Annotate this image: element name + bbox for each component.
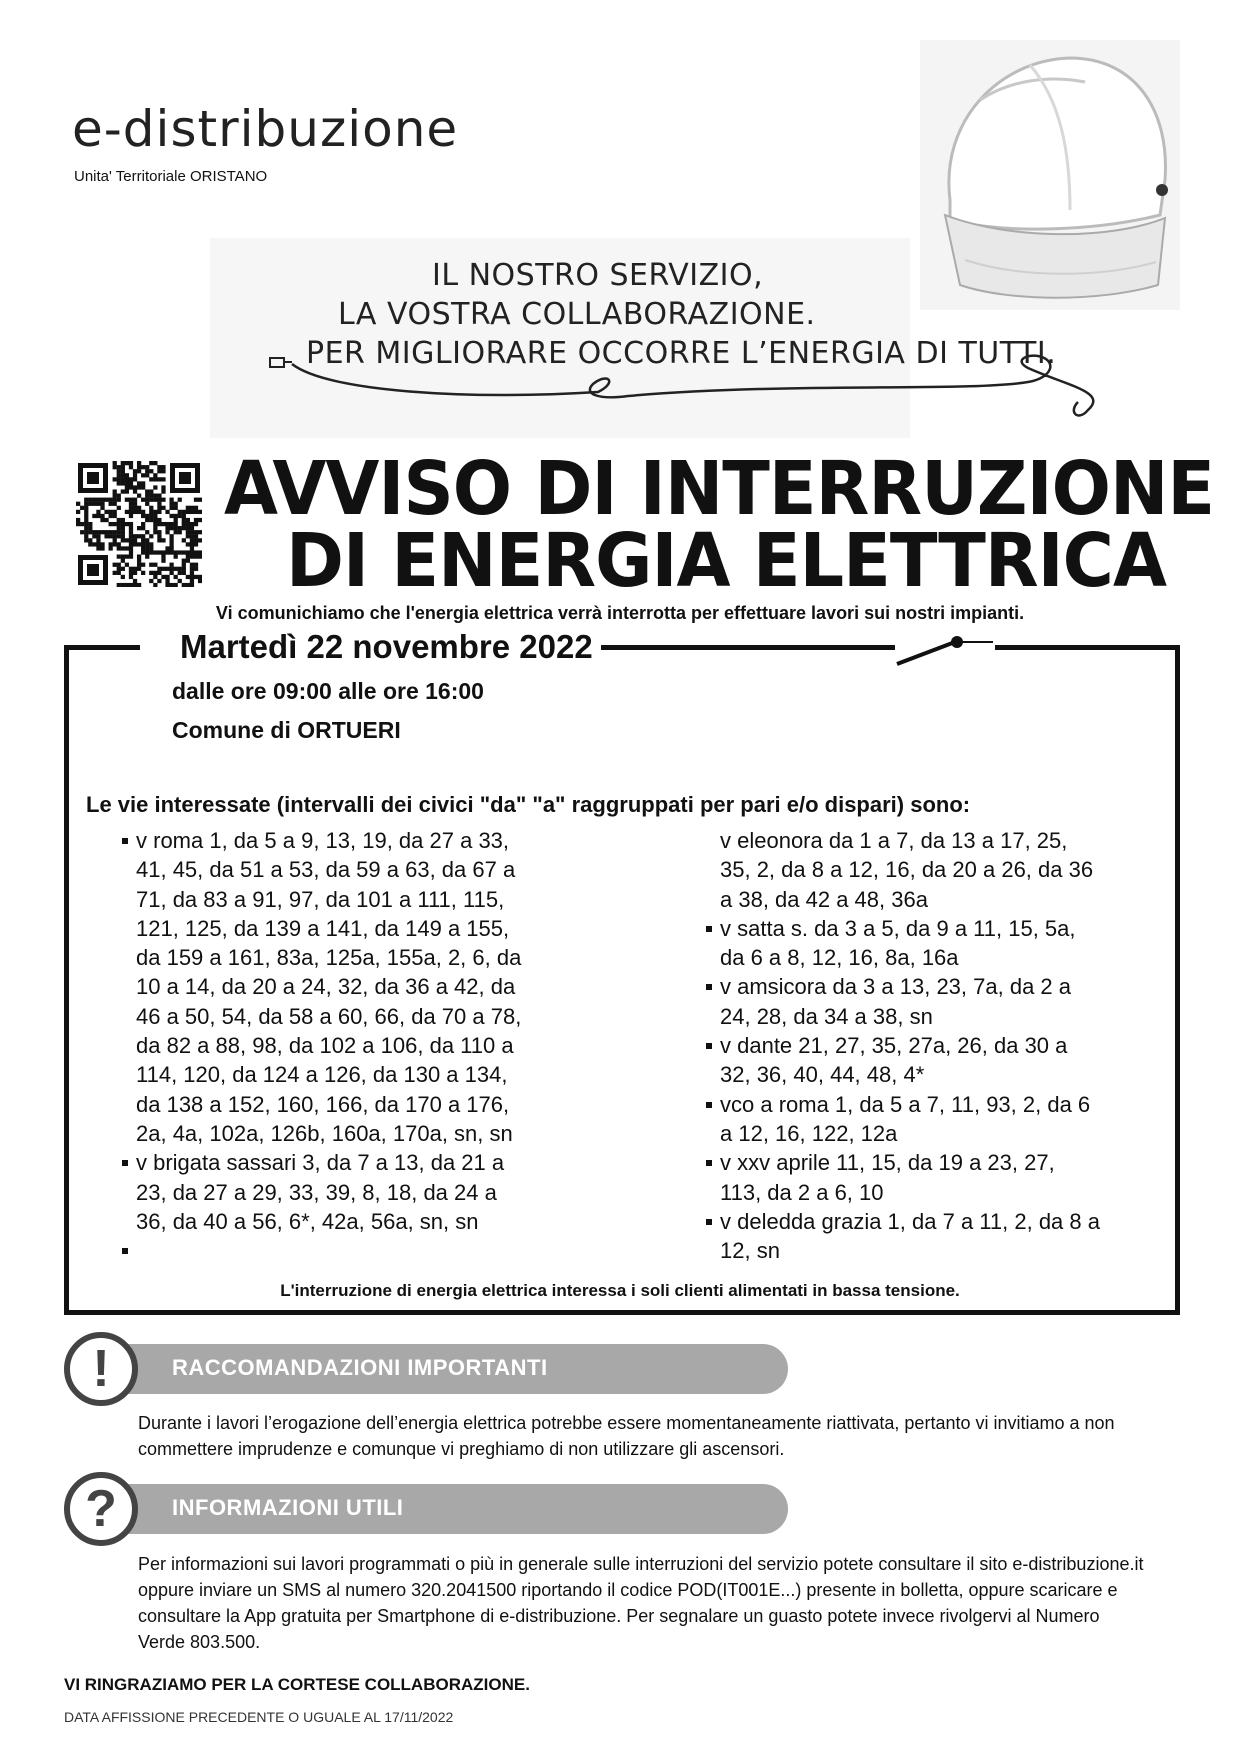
street-line: v deledda grazia 1, da 7 a 11, 2, da 8 a [720, 1208, 1100, 1234]
street-item [706, 1090, 1176, 1149]
street-line: a 12, 16, 122, 12a [720, 1120, 898, 1146]
street-line: 2a, 4a, 102a, 126b, 160a, 170a, sn, sn [136, 1120, 513, 1146]
outage-date: Martedì 22 novembre 2022 [172, 628, 601, 666]
recommendations-banner [100, 1344, 788, 1394]
street-line: 113, da 2 a 6, 10 [720, 1179, 884, 1205]
logo-e: e [72, 100, 104, 158]
street-line: da 82 a 88, 98, da 102 a 106, da 110 a [136, 1033, 514, 1059]
street-line: v roma 1, da 5 a 9, 13, 19, da 27 a 33, [136, 828, 510, 853]
brand-logo [72, 100, 458, 158]
street-line: 12, sn [720, 1238, 780, 1264]
qr-code[interactable] [76, 461, 202, 587]
posting-date: DATA AFFISSIONE PRECEDENTE O UGUALE AL 17/11/2022 [64, 1709, 454, 1725]
street-line: 71, da 83 a 91, 97, da 101 a 111, 115, [136, 886, 505, 912]
street-line: 121, 125, da 139 a 141, da 149 a 155, [136, 915, 510, 941]
street-item [122, 1148, 592, 1236]
municipality: Comune di ORTUERI [172, 717, 401, 743]
street-item [706, 1207, 1176, 1266]
street-line: 114, 120, da 124 a 126, da 130 a 134, [136, 1062, 508, 1088]
slogan-line-3: PER MIGLIORARE OCCORRE L’ENERGIA DI TUTTI. [306, 336, 1057, 371]
street-line: v brigata sassari 3, da 7 a 13, da 21 a [136, 1150, 505, 1176]
street-line: 36, da 40 a 56, 6*, 42a, 56a, sn, sn [136, 1208, 479, 1234]
street-line: v xxv aprile 11, 15, da 19 a 23, 27, [720, 1150, 1055, 1176]
street-line: 46 a 50, 54, da 58 a 60, 66, da 70 a 78, [136, 1003, 522, 1029]
info-text: Per informazioni sui lavori programmati o più in generale sulle interruzioni del servizio potete consultare il sito e-distribuzione.it oppure inviare un SMS al numero 320.2041500 riportando il codice POD(IT001E...) presente in bolletta, oppure scaricare e consultare la App gratuita per Smartphone di e-distribuzione. Per segnalare un guasto potete invece rivolgervi al Numero Verde 803.500. [138, 1554, 1144, 1652]
street-line: da 159 a 161, 83a, 125a, 155a, 2, 6, da [136, 945, 522, 971]
territorial-unit: Unita' Territoriale ORISTANO [74, 168, 268, 185]
question-icon: ? [64, 1472, 138, 1546]
exclamation-icon: ! [64, 1332, 138, 1406]
slogan-line-1: IL NOSTRO SERVIZIO, [432, 258, 764, 293]
street-line: 35, 2, da 8 a 12, 16, da 20 a 26, da 36 [720, 857, 1094, 883]
plug-cable-decoration [268, 352, 1148, 432]
street-item [122, 826, 592, 1148]
outage-hours: dalle ore 09:00 alle ore 16:00 [172, 678, 484, 704]
info-title: INFORMAZIONI UTILI [172, 1495, 404, 1520]
thanks-text: VI RINGRAZIAMO PER LA CORTESE COLLABORAZIONE. [64, 1675, 530, 1694]
street-line: 10 a 14, da 20 a 24, 32, da 36 a 42, da [136, 974, 516, 1000]
street-line: 24, 28, da 34 a 38, sn [720, 1003, 933, 1029]
street-line: 41, 45, da 51 a 53, da 59 a 63, da 67 a [136, 857, 516, 883]
helmet-illustration [920, 40, 1180, 310]
street-item [706, 1148, 1176, 1207]
slogan-line-2: LA VOSTRA COLLABORAZIONE. [338, 297, 816, 332]
street-line: a 38, da 42 a 48, 36a [720, 886, 928, 912]
street-line: 32, 36, 40, 44, 48, 4* [720, 1062, 925, 1088]
street-line: vco a roma 1, da 5 a 7, 11, 93, 2, da 6 [720, 1091, 1091, 1117]
streets-right-column [706, 826, 1176, 1265]
street-item [706, 914, 1176, 973]
street-line: v eleonora da 1 a 7, da 13 a 17, 25, [720, 828, 1068, 853]
street-line: da 138 a 152, 160, 166, da 170 a 176, [136, 1091, 510, 1117]
street-line: v amsicora da 3 a 13, 23, 7a, da 2 a [720, 974, 1072, 1000]
streets-left-column [122, 826, 592, 1265]
low-voltage-note: L'interruzione di energia elettrica interessa i soli clienti alimentati in bassa tensione. [280, 1281, 960, 1300]
street-item [706, 1031, 1176, 1090]
info-banner [100, 1484, 788, 1534]
street-item [706, 972, 1176, 1031]
street-item [706, 826, 1176, 914]
title-line-1: AVVISO DI INTERRUZIONE [224, 446, 1215, 532]
street-line: 23, da 27 a 29, 33, 39, 8, 18, da 24 a [136, 1179, 497, 1205]
street-line: v satta s. da 3 a 5, da 9 a 11, 15, 5a, [720, 915, 1076, 941]
street-line: da 6 a 8, 12, 16, 8a, 16a [720, 945, 959, 971]
street-item [122, 1236, 592, 1265]
recommendations-text: Durante i lavori l’erogazione dell’energia elettrica potrebbe essere momentaneamente riattivata, pertanto vi invitiamo a non commettere imprudenze e comunque vi preghiamo di non utilizzare gli ascensori. [138, 1413, 1115, 1459]
recommendations-title: RACCOMANDAZIONI IMPORTANTI [172, 1355, 548, 1380]
intro-text: Vi comunichiamo che l'energia elettrica verrà interrotta per effettuare lavori sui nostri impianti. [215, 603, 1025, 623]
pen-icon [895, 630, 995, 670]
street-line: v dante 21, 27, 35, 27a, 26, da 30 a [720, 1033, 1068, 1059]
streets-heading: Le vie interessate (intervalli dei civici "da" "a" raggruppati per pari e/o dispari) sono: [86, 792, 971, 817]
logo-text: -distribuzione [103, 100, 459, 158]
title-line-2: DI ENERGIA ELETTRICA [286, 518, 1167, 604]
street-line [136, 1236, 592, 1265]
